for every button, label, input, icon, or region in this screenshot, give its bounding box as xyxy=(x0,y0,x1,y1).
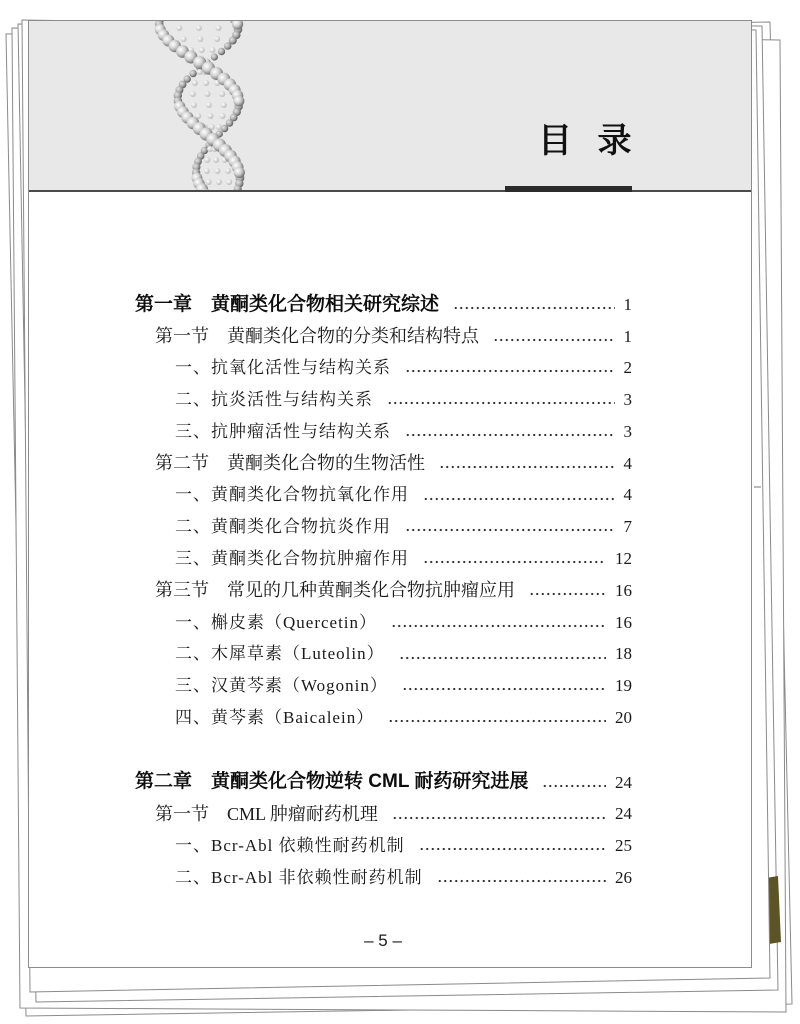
helix-bead xyxy=(214,36,220,42)
toc-entry-title: 二、木犀草素（Luteolin） xyxy=(175,644,385,664)
helix-bead xyxy=(215,168,221,174)
dot-leader xyxy=(402,686,606,692)
header-divider-line xyxy=(29,190,751,192)
helix-bead xyxy=(206,102,212,108)
helix-bead xyxy=(176,25,182,31)
toc-entry-title: 第一章 黄酮类化合物相关研究综述 xyxy=(135,293,440,315)
dna-helix-graphic xyxy=(120,21,260,190)
table-of-contents xyxy=(135,289,632,894)
dot-leader xyxy=(453,305,614,311)
toc-page-number: 1 xyxy=(623,294,632,314)
dot-leader xyxy=(387,400,615,406)
helix-bead xyxy=(189,70,196,77)
helix-bead xyxy=(218,48,225,55)
dot-leader xyxy=(529,591,606,597)
toc-page-number: 24 xyxy=(615,772,632,792)
toc-item-entry xyxy=(135,862,632,894)
toc-chapter-entry xyxy=(135,289,632,321)
helix-bead xyxy=(206,179,212,185)
toc-entry-title: 二、抗炎活性与结构关系 xyxy=(175,390,373,410)
toc-page-number: 1 xyxy=(623,326,632,346)
toc-page-number: 4 xyxy=(623,453,632,473)
toc-item-entry xyxy=(135,384,632,416)
dot-leader xyxy=(405,527,615,533)
toc-page-number: 16 xyxy=(615,612,632,632)
helix-bead xyxy=(219,91,225,97)
toc-item-entry xyxy=(135,639,632,671)
helix-bead xyxy=(197,69,203,75)
helix-bead xyxy=(226,179,232,185)
helix-bead xyxy=(192,80,198,86)
helix-bead xyxy=(224,42,232,50)
toc-entry-title: 第一节 黄酮类化合物的分类和结构特点 xyxy=(155,325,479,346)
helix-bead xyxy=(203,80,209,86)
toc-page-number: 3 xyxy=(623,390,632,410)
helix-bead xyxy=(181,36,187,42)
toc-entry-title: 一、槲皮素（Quercetin） xyxy=(175,612,378,632)
toc-entry-title: 第三节 常见的几种黄酮类化合物抗肿瘤应用 xyxy=(155,580,515,601)
dot-leader xyxy=(388,718,606,724)
dot-leader xyxy=(399,655,606,661)
toc-chapter-entry xyxy=(135,767,632,799)
helix-bead xyxy=(213,157,219,163)
helix-bead xyxy=(199,47,205,53)
toc-entry-title: 二、黄酮类化合物抗炎作用 xyxy=(175,517,391,537)
toc-entry-title: 第二节 黄酮类化合物的生物活性 xyxy=(155,453,425,474)
toc-item-entry xyxy=(135,607,632,639)
dot-leader xyxy=(423,496,615,502)
title-underline-bar xyxy=(505,186,632,192)
page-number-footer: – 5 – xyxy=(364,931,402,950)
toc-page-number: 4 xyxy=(623,485,632,505)
dot-leader xyxy=(423,559,606,565)
toc-page-number: 25 xyxy=(615,836,632,856)
toc-page-number: 18 xyxy=(615,644,632,664)
helix-bead xyxy=(216,179,222,185)
toc-item-entry xyxy=(135,671,632,703)
toc-page-number: 26 xyxy=(615,868,632,888)
toc-page-number: 7 xyxy=(623,517,632,537)
dot-leader xyxy=(419,846,606,852)
dot-leader xyxy=(405,368,615,374)
toc-entry-title: 一、黄酮类化合物抗氧化作用 xyxy=(175,485,409,505)
helix-bead xyxy=(216,124,222,130)
toc-page-number: 2 xyxy=(623,358,632,378)
toc-item-entry xyxy=(135,480,632,512)
helix-bead xyxy=(205,91,211,97)
toc-item-entry xyxy=(135,543,632,575)
toc-page-number: 3 xyxy=(623,421,632,441)
helix-bead xyxy=(211,53,218,60)
page-title: 目 录 xyxy=(538,122,640,160)
toc-item-entry xyxy=(135,831,632,863)
toc-section-entry xyxy=(135,448,632,480)
helix-bead xyxy=(190,91,196,97)
toc-entry-title: 第一节 CML 肿瘤耐药机理 xyxy=(155,803,378,824)
dot-leader xyxy=(405,432,615,438)
helix-bead xyxy=(204,157,210,163)
helix-bead xyxy=(210,47,216,53)
toc-section-entry xyxy=(135,799,632,831)
helix-bead xyxy=(191,102,197,108)
dot-leader xyxy=(439,464,615,470)
dot-leader xyxy=(437,878,606,884)
toc-entry-title: 三、黄酮类化合物抗肿瘤作用 xyxy=(175,549,409,569)
helix-bead xyxy=(225,168,231,174)
toc-page-number: 16 xyxy=(615,580,632,600)
helix-bead xyxy=(233,96,244,107)
toc-entry-title: 一、Bcr-Abl 依赖性耐药机制 xyxy=(175,836,405,856)
toc-entry-title: 四、黄芩素（Baicalein） xyxy=(175,708,375,728)
helix-bead xyxy=(220,113,226,119)
dot-leader xyxy=(392,815,606,821)
helix-bead xyxy=(204,168,210,174)
toc-page-number: 12 xyxy=(615,549,632,569)
helix-bead xyxy=(196,25,202,31)
toc-page-number: 20 xyxy=(615,708,632,728)
toc-entry-title: 三、汉黄芩素（Wogonin） xyxy=(175,676,388,696)
helix-bead xyxy=(197,36,203,42)
helix-bead xyxy=(221,125,228,132)
dot-leader xyxy=(391,623,606,629)
toc-page-number: 24 xyxy=(615,804,632,824)
toc-section-entry xyxy=(135,575,632,607)
helix-bead xyxy=(216,25,222,31)
toc-item-entry xyxy=(135,353,632,385)
toc-entry-title: 二、Bcr-Abl 非依赖性耐药机制 xyxy=(175,868,423,888)
main-page xyxy=(28,20,752,968)
helix-bead xyxy=(221,102,227,108)
helix-bead xyxy=(234,167,245,178)
toc-section-entry xyxy=(135,321,632,353)
toc-item-entry xyxy=(135,416,632,448)
toc-page-number: 19 xyxy=(615,676,632,696)
toc-entry-title: 三、抗肿瘤活性与结构关系 xyxy=(175,421,391,441)
helix-bead xyxy=(207,113,213,119)
dot-leader xyxy=(542,783,606,789)
toc-entry-title: 一、抗氧化活性与结构关系 xyxy=(175,358,391,378)
toc-item-entry xyxy=(135,512,632,544)
toc-entry-title: 第二章 黄酮类化合物逆转 CML 耐药研究进展 xyxy=(135,771,529,793)
toc-item-entry xyxy=(135,702,632,734)
dot-leader xyxy=(493,337,615,343)
